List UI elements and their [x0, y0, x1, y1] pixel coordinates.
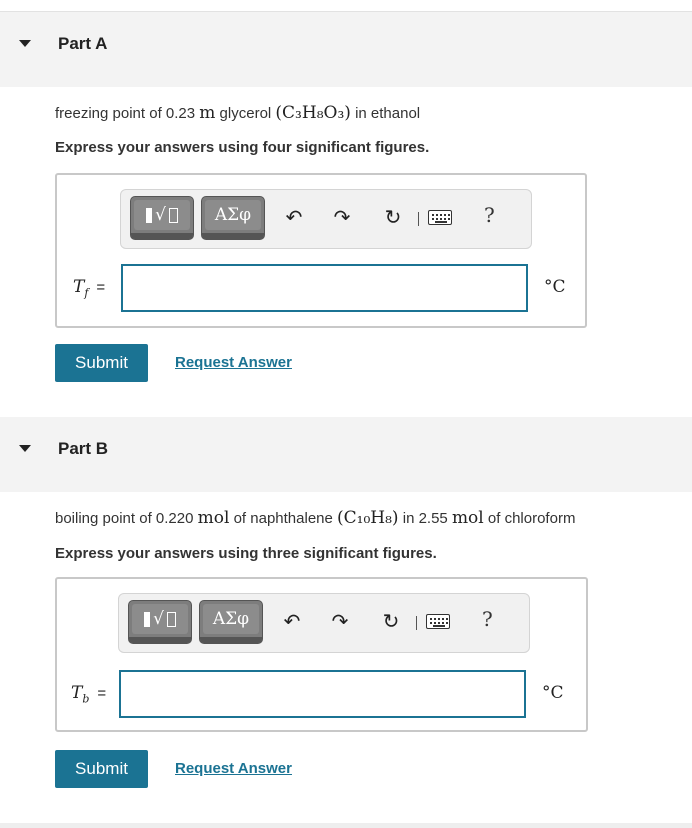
- undo-icon[interactable]: ↶: [285, 207, 303, 229]
- request-answer-link[interactable]: Request Answer: [175, 354, 292, 371]
- toolbar-separator: [416, 616, 417, 630]
- keyboard-icon[interactable]: [428, 210, 452, 225]
- collapse-triangle-icon[interactable]: [19, 445, 31, 452]
- chemical-formula: (C₁₀H₈): [337, 508, 399, 528]
- part-b-instruction: Express your answers using three significant figures.: [55, 545, 437, 562]
- undo-icon[interactable]: ↶: [283, 611, 301, 633]
- answer-input[interactable]: [119, 670, 526, 718]
- part-a-title: Part A: [58, 34, 108, 53]
- reset-icon[interactable]: ↻: [384, 207, 402, 229]
- variable-symbol: T: [73, 277, 85, 297]
- part-b-question: [55, 508, 575, 528]
- redo-icon[interactable]: ↷: [331, 611, 349, 633]
- variable-symbol: T: [71, 683, 83, 703]
- templates-button[interactable]: [130, 196, 194, 240]
- greek-label: ΑΣφ: [214, 205, 252, 225]
- bottom-divider: [0, 823, 692, 828]
- part-a-instruction: Express your answers using four significant figures.: [55, 139, 430, 156]
- collapse-triangle-icon[interactable]: [19, 40, 31, 47]
- question-text: in 2.55: [398, 510, 452, 527]
- variable-label: [73, 277, 105, 299]
- greek-symbols-button[interactable]: [201, 196, 265, 240]
- variable-subscript: b: [82, 692, 90, 706]
- equals-sign: =: [96, 279, 106, 296]
- math-toolbar: [120, 189, 532, 249]
- templates-icon: √: [132, 604, 188, 634]
- answer-input[interactable]: [121, 264, 528, 312]
- submit-button[interactable]: Submit: [55, 750, 148, 788]
- part-a-header[interactable]: [0, 12, 692, 87]
- math-toolbar: [118, 593, 530, 653]
- question-text: glycerol: [215, 105, 276, 122]
- part-a-question: [55, 103, 420, 123]
- help-button[interactable]: ?: [484, 203, 495, 227]
- keyboard-icon[interactable]: [426, 614, 450, 629]
- submit-button[interactable]: Submit: [55, 344, 148, 382]
- greek-symbols-button[interactable]: [199, 600, 263, 644]
- question-text: freezing point of 0.23: [55, 105, 200, 122]
- greek-label: ΑΣφ: [212, 609, 250, 629]
- templates-icon: √: [134, 200, 190, 230]
- question-text: 0.220: [155, 510, 198, 527]
- variable-label: [71, 683, 106, 705]
- question-text: of chloroform: [483, 510, 576, 527]
- part-a-answer-box: [55, 173, 587, 328]
- request-answer-link[interactable]: Request Answer: [175, 760, 292, 777]
- reset-icon[interactable]: ↻: [382, 611, 400, 633]
- unit-label: °C: [542, 683, 564, 703]
- question-text: boiling point of: [55, 510, 156, 527]
- variable-subscript: f: [84, 286, 89, 300]
- part-b-title: Part B: [58, 439, 109, 458]
- redo-icon[interactable]: ↷: [333, 207, 351, 229]
- unit-molality: m: [199, 103, 216, 123]
- unit-label: °C: [544, 277, 566, 297]
- chemical-formula: (C₃H₈O₃): [275, 103, 351, 123]
- help-button[interactable]: ?: [482, 607, 493, 631]
- unit-mol: mol: [197, 508, 230, 528]
- question-text: in ethanol: [350, 105, 421, 122]
- toolbar-separator: [418, 212, 419, 226]
- part-b-header[interactable]: [0, 417, 692, 492]
- templates-button[interactable]: [128, 600, 192, 644]
- part-b-answer-box: [55, 577, 588, 732]
- unit-mol: mol: [451, 508, 484, 528]
- question-text: of naphthalene: [229, 510, 338, 527]
- equals-sign: =: [97, 685, 107, 702]
